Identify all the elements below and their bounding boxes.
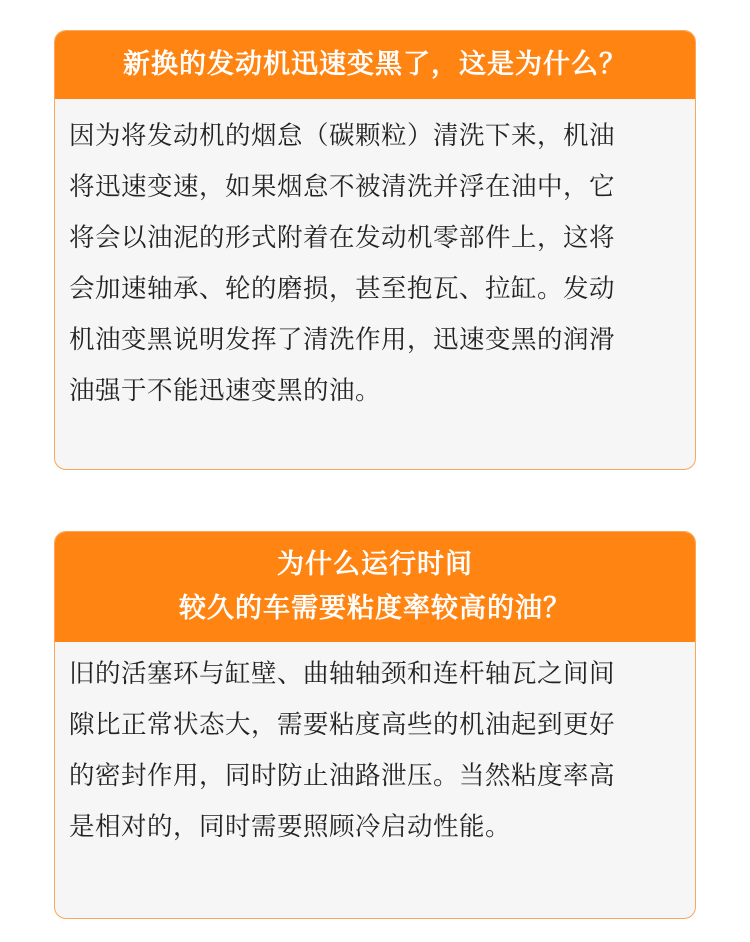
card-body-text [55, 642, 695, 853]
card-body-text [55, 99, 695, 417]
body-text-line: 因为将发动机的烟怠（碳颗粒）清洗下来，机油 [69, 121, 616, 151]
body-text-line: 将会以油泥的形式附着在发动机零部件上，这将 [69, 223, 616, 253]
body-text-line: 隙比正常状态大，需要粘度高些的机油起到更好 [69, 710, 616, 740]
card-title-line: 新换的发动机迅速变黑了，这是为什么？ [123, 49, 627, 80]
faq-card-new-engine-oil-blackening [54, 30, 696, 470]
body-text-line: 会加速轴承、轮的磨损，甚至抱瓦、拉缸。发动 [69, 274, 616, 304]
body-text-line: 将迅速变速，如果烟怠不被清洗并浮在油中，它 [69, 172, 616, 202]
body-text-line: 的密封作用，同时防止油路泄压。当然粘度率高 [69, 761, 616, 791]
body-text-line: 油强于不能迅速变黑的油。 [69, 376, 382, 406]
body-text-line: 机油变黑说明发挥了清洗作用，迅速变黑的润滑 [69, 325, 616, 355]
faq-card-older-car-high-viscosity-oil [54, 531, 696, 919]
card-title [55, 31, 695, 99]
card-title [55, 532, 695, 642]
body-text-line: 旧的活塞环与缸壁、曲轴轴颈和连杆轴瓦之间间 [69, 659, 616, 689]
body-text-line: 是相对的，同时需要照顾冷启动性能。 [69, 812, 512, 842]
card-title-line: 为什么运行时间 [277, 549, 473, 580]
card-title-line: 较久的车需要粘度率较高的油？ [179, 593, 571, 624]
